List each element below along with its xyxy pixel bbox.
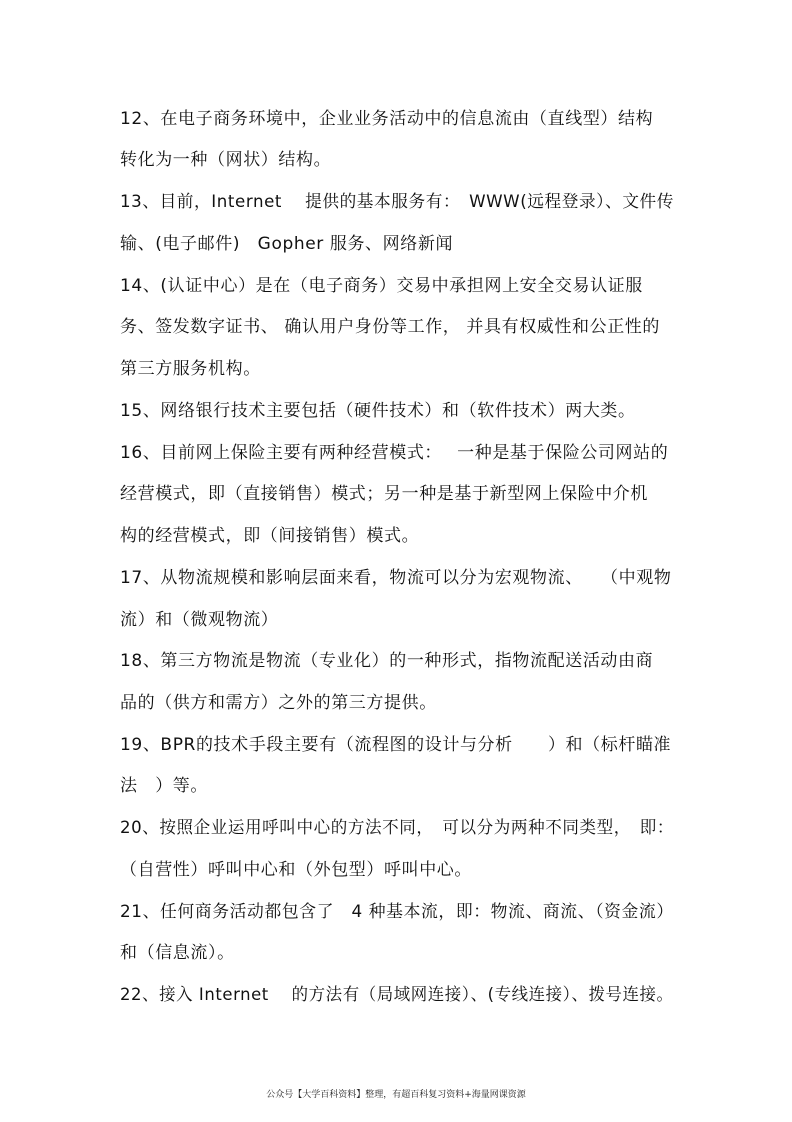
text-line: 19、BPR的技术手段主要有（流程图的设计与分析 ）和（标杆瞄准 — [120, 735, 672, 755]
text-line: 和（信息流）。 — [120, 943, 235, 963]
text-line: 流）和（微观物流） — [120, 610, 279, 630]
text-line: 22、接入 Internet 的方法有（局域网连接）、(专线连接）、拨号连接。 — [120, 985, 674, 1005]
text-line: 21、任何商务活动都包含了 4 种基本流，即：物流、商流、（资金流） — [120, 902, 674, 922]
text-line: 17、从物流规模和影响层面来看，物流可以分为宏观物流、 （中观物 — [120, 568, 672, 588]
page-footer: 公众号【大学百科资料】整理，有超百科复习资料+海量网课资源 — [266, 1090, 526, 1100]
text-line: 经营模式，即（直接销售）模式；另一种是基于新型网上保险中介机 — [120, 484, 648, 504]
text-line: 14、(认证中心）是在（电子商务）交易中承担网上安全交易认证服 — [120, 276, 643, 296]
text-line: 务、签发数字证书、 确认用户身份等工作， 并具有权威性和公正性的 — [120, 317, 661, 337]
text-line: 第三方服务机构。 — [120, 359, 261, 379]
text-line: 18、第三方物流是物流（专业化）的一种形式，指物流配送活动由商 — [120, 651, 654, 671]
text-line: 12、在电子商务环境中，企业业务活动中的信息流由（直线型）结构 — [120, 109, 654, 129]
text-line: 输、(电子邮件) Gopher 服务、网络新闻 — [120, 234, 454, 254]
text-line: 15、网络银行技术主要包括（硬件技术）和（软件技术）两大类。 — [120, 401, 636, 421]
text-line: 构的经营模式，即（间接销售）模式。 — [120, 526, 420, 546]
text-line: 13、目前，Internet 提供的基本服务有： WWW(远程登录）、文件传 — [120, 192, 675, 212]
text-line: 法 ）等。 — [120, 776, 208, 796]
text-line: 转化为一种（网状）结构。 — [120, 150, 332, 170]
text-line: 20、按照企业运用呼叫中心的方法不同， 可以分为两种不同类型， 即： — [120, 818, 675, 838]
text-line: （自营性）呼叫中心和（外包型）呼叫中心。 — [120, 860, 472, 880]
text-line: 16、目前网上保险主要有两种经营模式： 一种是基于保险公司网站的 — [120, 443, 669, 463]
text-line: 品的（供方和需方）之外的第三方提供。 — [120, 693, 437, 713]
